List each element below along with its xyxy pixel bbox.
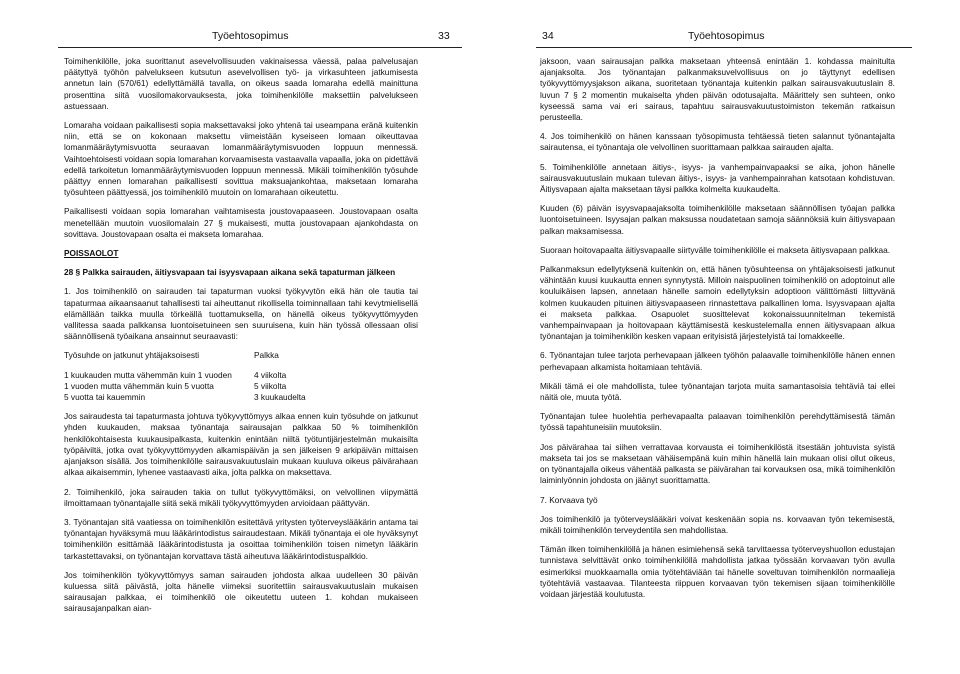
- table-cell: 4 viikolta: [254, 369, 287, 380]
- table-cell: 1 kuukauden mutta vähemmän kuin 1 vuoden: [64, 369, 232, 380]
- sick-pay-table: [64, 350, 306, 403]
- right-page: [480, 0, 960, 674]
- paragraph: Toimihenkilölle, joka suorittanut asevelvollisuuden vakinaisessa väessä, palaa palvelusajan päätyttyä työhön palvelukseen kutsutun asevelvollisen työ- ja virkasuhteen jatkumisesta annetun lain (570/61) edellyttämällä tavalla, on oikeus saada lomaraha edellä mainittuna prosenttina siitä vuosilomakorvauksesta, joka toimihenkilölle maksettiin palvelukseen astuessaan.: [64, 56, 418, 111]
- table-row: [64, 381, 306, 392]
- paragraph: Paikallisesti voidaan sopia lomarahan vaihtamisesta joustovapaaseen. Joustovapaan osalta menetellään muutoin vuosilomalain 27 § mukaisesti, mutta joustovapaan ajankohdasta on sovittava. Joustovapaan osalta ei makseta lomarahaa.: [64, 206, 418, 239]
- paragraph: 1. Jos toimihenkilö on sairauden tai tapaturman vuoksi työkyvytön eikä hän ole tautia tai tapaturmaa aikaansaanut tahallisesti tai aiheuttanut rikollisella toiminnallaan tahi kevytmielisellä elämällään taikka muulla törkeällä tuottamuksella, on hänellä oikeus työkyvyttömyyden vallitessa saada palkkansa luontoisetuineen sen suuruisena, kuin hän työssä ollessaan olisi säännöllisenä työaikana ansainnut seuraavasti:: [64, 286, 418, 342]
- paragraph: 5. Toimihenkilölle annetaan äitiys-, isyys- ja vanhempainvapaaksi se aika, johon hänelle sairausvakuutuslain mukaan tulevan äitiys-, isyys- ja vanhempainrahan katsotaan kohdistuvan. Äitiysvapaan ajalta maksetaan täysi palkka kolmelta kuukaudelta.: [540, 161, 895, 195]
- table-cell: 3 kuukaudelta: [254, 392, 306, 403]
- right-page-number: 34: [542, 30, 554, 42]
- paragraph: Jos sairaudesta tai tapaturmasta johtuva työkyvyttömyys alkaa ennen kuin työsuhde on jatkunut yhden kuukauden, maksaa työnantaja sairausajan palkkaa 50 % toimihenkilön henkilökohtaisesta kuukausipalkasta, kuitenkin enintään niiltä työtuntijärjestelmän mukaisilta työpäiviltä, jotka ovat työkyvyttömyyden alkamispäivän ja sen jälkeisen 9 arkipäivän mittaisen ajanjakson sisällä. Jos toimihenkilölle sairausvakuutuslain mukaan kuuluva oikeus päivärahaan alkaa aikaisemmin, lyhenee vastaavasti aika, jolta palkka on maksettava.: [64, 411, 418, 478]
- table-header: Työsuhde on jatkunut yhtäjaksoisesti: [64, 350, 200, 361]
- table-header-row: [64, 350, 306, 361]
- table-cell: 5 vuotta tai kauemmin: [64, 392, 146, 403]
- paragraph: Mikäli tämä ei ole mahdollista, tulee työnantajan tarjota muita samantasoisia tehtäviä tai ellei näitä ole, muuta työtä.: [540, 380, 895, 403]
- paragraph: Jos toimihenkilö ja työterveyslääkäri voivat keskenään sopia ns. korvaavan työn tekemisestä, mikäli toimihenkilön terveydentila sen mahdollistaa.: [540, 513, 895, 535]
- paragraph: 3. Työnantajan sitä vaatiessa on toimihenkilön esitettävä yritysten työterveyslääkärin antama tai työnantajan hyväksymä muu lääkärintodistus sairaudestaan. Mikäli työnantaja ei ole hyväksynyt toimihenkilön esittämää lääkärintodistusta ja osoittaa toimihenkilön toisen nimetyn lääkärin tarkastettavaksi, on työnantajan korvattava tästä aiheutuva lääkärintodistuspalkkio.: [64, 516, 418, 561]
- section-title: POISSAOLOT: [64, 248, 119, 259]
- paragraph: Suoraan hoitovapaalta äitiysvapaalle siirtyvälle toimihenkilölle ei makseta äitiysvapaan palkkaa.: [540, 244, 891, 255]
- right-header-title: Työehtosopimus: [688, 30, 765, 42]
- paragraph: Lomaraha voidaan paikallisesti sopia maksettavaksi joko yhtenä tai useampana eränä kuitenkin niin, että se on kokonaan maksettu viimeistään kyseiseen lomaan oikeuttavaa lomanmääräytymisvuotta seuraavan lomanmääräytymisvuoden loppuun mennessä. Vaihtoehtoisesti voidaan sopia lomarahan korvaamisesta vastaavalla vapaalla, joka on pidettävä edellä tarkoitetun lomanmääräytymisvuoden loppuun mennessä. Mikäli toimihenkilön työsuhde päättyy ennen lomarahan paikallisesti sovittua maksuajankohtaa, maksetaan lomaraha työsuhteen päättyessä, jos toimihenkilö muutoin on lomarahaan oikeutettu.: [64, 120, 418, 198]
- table-cell: 1 vuoden mutta vähemmän kuin 5 vuotta: [64, 380, 214, 391]
- paragraph: 6. Työnantajan tulee tarjota perhevapaan jälkeen työhön palaavalle toimihenkilölle hänen ennen perhevapaan alkamista hoitamiaan tehtäviä.: [540, 350, 895, 372]
- right-body: [540, 56, 895, 608]
- left-header-rule: [58, 47, 462, 48]
- table-header: Palkka: [254, 350, 279, 361]
- paragraph: 4. Jos toimihenkilö on hänen kanssaan työsopimusta tehtäessä tieten salannut työnantajalta sairautensa, ei työnantaja ole velvollinen suorittamaan palkkaa sairauden ajalta.: [540, 131, 895, 153]
- table-row: [64, 392, 306, 403]
- paragraph: Työnantajan tulee huolehtia perhevapaalta palaavan toimihenkilön perehdyttämisestä tämän työssä tapahtuneisiin muutoksiin.: [540, 411, 895, 433]
- paragraph: Jos toimihenkilön työkyvyttömyys saman sairauden johdosta alkaa uudelleen 30 päivän kuluessa siitä päivästä, jolta hänelle viimeksi suoritettiin sairausvakuutuslain mukaisen sairausajan palkkaa, ei toimihenkilö ole oikeutettu uuteen 1. kohdan mukaiseen sairausajanpalkan aian-: [64, 569, 418, 614]
- paragraph: Kuuden (6) päivän isyysvapaajaksolta toimihenkilölle maksetaan säännöllisen työajan palkka luontoisetuineen. Isyysajan palkan maksussa noudatetaan samoja säännöksiä kuin äitiysvapaan palkan maksamisessa.: [540, 203, 895, 236]
- table-cell: 5 viikolta: [254, 380, 287, 391]
- section-heading: 28 § Palkka sairauden, äitiysvapaan tai isyysvapaan aikana sekä tapaturman jälkeen: [64, 267, 396, 278]
- paragraph: 2. Toimihenkilö, joka sairauden takia on tullut työkyvyttömäksi, on velvollinen viipymättä ilmoittamaan työnantajalle siitä sekä mikäli työkyvyttömyyden arvioidaan päättyvän.: [64, 486, 418, 508]
- left-header-title: Työehtosopimus: [212, 30, 289, 42]
- paragraph: Jos päivärahaa tai siihen verrattavaa korvausta ei toimihenkilöstä itsestään johtuvista syistä makseta tai jos se maksetaan vähäisempänä kuin mihin hänellä lain mukaan olisi ollut oikeus, on työnantajalla oikeus vähentää palkasta se päivärahan tai korvauksen osa, mikä toimihenkilön laiminlyönnin johdosta on jäänyt suorittamatta.: [540, 441, 895, 486]
- table-row: [64, 370, 306, 381]
- right-header-rule: [536, 47, 912, 48]
- paragraph: Tämän ilken toimihenkilöllä ja hänen esimiehensä sekä tarvittaessa työterveyshuollon edustajan tunnistava selvittävät onko toimihenkilöllä mahdollista jatkaa työssään korvaavan työn avulla esimerkiksi muokkaamalla omia työtehtäviään tai hänelle soveltuvan toimihenkilön normaalieja työtehtäviä vastaavaa. Tilanteesta riippuen korvaavan työn tekemisen sijaan toimihenkilölle voidaan järjestää koulutusta.: [540, 544, 895, 599]
- subsection-title: 7. Korvaava työ: [540, 494, 598, 505]
- paragraph: jaksoon, vaan sairausajan palkka maksetaan yhteensä enintään 1. kohdassa mainitulta ajanjaksolta. Jos työnantajan palkanmaksuvelvollisuus on jo täyttynyt edellisen työkyvyttömyysjakson aikana, suoritetaan työnantaja kuitenkin palkan sairausvakuutuslain 8. luvun 7 § 2 momentin mukaiselta yhden päivän odotusajalta. Määrittely sen suhteen, onko kyseessä sama vai eri sairaus, tapahtuu sairausvakuutustoimiston tekemän ratkaisun perusteella.: [540, 56, 895, 123]
- paragraph: Palkanmaksun edellytyksenä kuitenkin on, että hänen työsuhteensa on yhtäjaksoisesti jatkunut vähintään kuusi kuukautta ennen synnytystä. Milloin naispuolinen toimihenkilö on adoptoinut alle kouluikäisen lapsen, annetaan hänelle samoin edellytyksin adoptioon välittömästi liittyvänä kolmen kuukauden pituinen äitiysvapaaseen rinnastettava palkallinen loma. Isyysvapaan ajalta ei makseta palkkaa. Osapuolet suosittelevat kokonaissuunnitelman tekemistä vanhempainvapaan ja hoitovapaan käyttämisestä keskustelemalla ennen äitiysvapaan alkua työnantajan ja toimihenkilön kesken vapaan erityisistä järjestelyistä tai lomakkeelle.: [540, 264, 895, 342]
- left-body: [64, 56, 418, 623]
- left-page-number: 33: [438, 30, 450, 42]
